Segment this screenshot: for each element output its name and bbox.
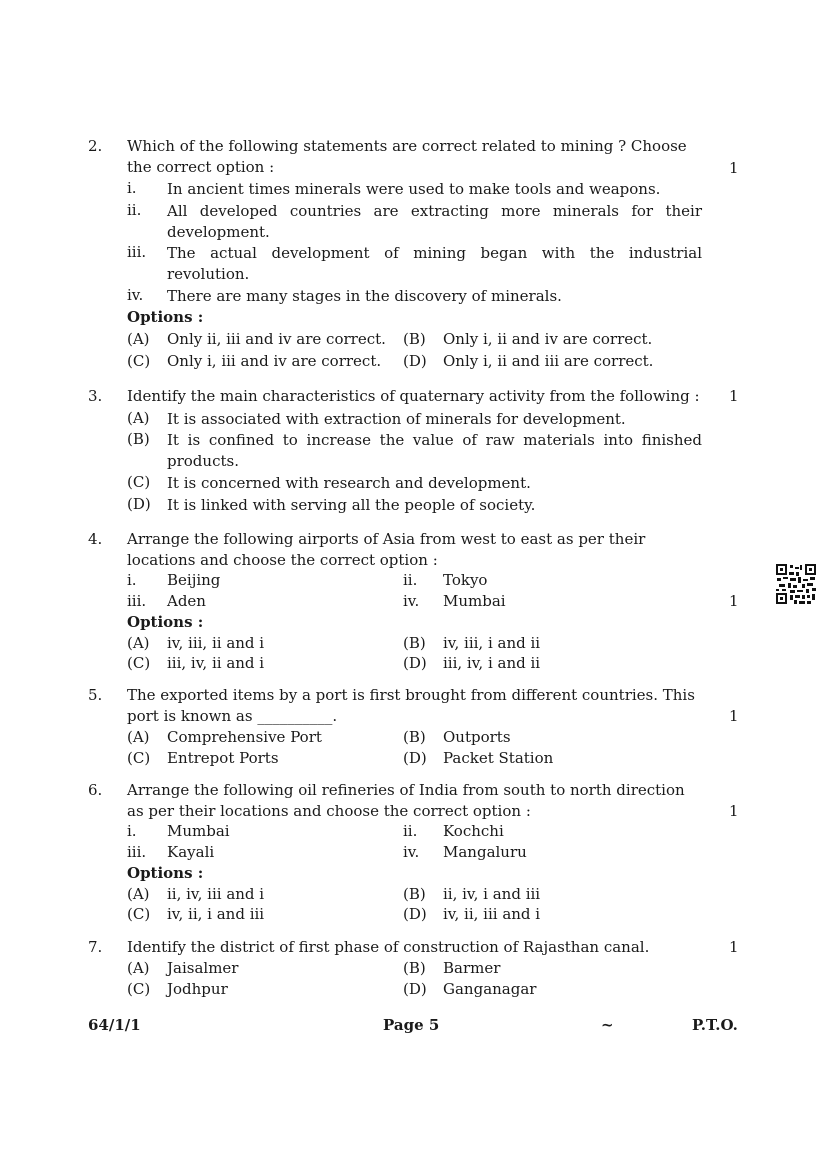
statement-numeral: iv. xyxy=(127,286,144,304)
option-text: Comprehensive Port xyxy=(167,728,322,746)
question-text-line-2: locations and choose the correct option : xyxy=(127,551,438,569)
item-iv xyxy=(403,592,506,610)
question-text-line-2: port is known as __________. xyxy=(127,707,338,725)
option-label: (B) xyxy=(403,728,426,746)
option-text: Ganganagar xyxy=(443,980,537,998)
question-text-line-1: Arrange the following oil refineries of India from south to north direction xyxy=(127,781,685,799)
question-number: 6. xyxy=(88,781,103,799)
option-text: It is associated with extraction of minerals for development. xyxy=(167,410,626,428)
option-text: Outports xyxy=(443,728,511,746)
marks: 1 xyxy=(729,387,739,405)
question-text-line-2: the correct option : xyxy=(127,158,275,176)
item-text: Kochchi xyxy=(443,822,504,840)
option-label: (B) xyxy=(403,634,426,652)
item-ii xyxy=(403,571,487,589)
item-numeral: ii. xyxy=(403,822,418,840)
option-text: iv, ii, i and iii xyxy=(167,905,265,923)
option-text: ii, iv, iii and i xyxy=(167,885,265,903)
item-numeral: iv. xyxy=(403,592,420,610)
option-c[interactable] xyxy=(127,905,264,923)
option-text: Only i, ii and iii are correct. xyxy=(443,352,654,370)
paper-code: 64/1/1 xyxy=(88,1016,141,1034)
option-label: (D) xyxy=(403,654,427,672)
option-a[interactable] xyxy=(127,330,386,348)
option-label: (A) xyxy=(127,634,150,652)
option-a[interactable] xyxy=(127,959,238,977)
option-text: ii, iv, i and iii xyxy=(443,885,541,903)
option-b[interactable] xyxy=(403,885,540,903)
option-d[interactable] xyxy=(403,654,540,672)
option-text: iv, iii, i and ii xyxy=(443,634,541,652)
marks: 1 xyxy=(729,592,739,610)
item-text: Mangaluru xyxy=(443,843,527,861)
statement-text: There are many stages in the discovery of minerals. xyxy=(167,287,562,305)
option-d[interactable] xyxy=(403,980,536,998)
statement-numeral: iii. xyxy=(127,243,147,261)
item-text: Beijing xyxy=(167,571,221,589)
item-iv xyxy=(403,843,527,861)
item-numeral: i. xyxy=(127,571,137,589)
item-numeral: iii. xyxy=(127,592,147,610)
page-number: Page 5 xyxy=(383,1016,440,1034)
option-label: (D) xyxy=(403,352,427,370)
question-number: 2. xyxy=(88,137,103,155)
option-text: Only i, ii and iv are correct. xyxy=(443,330,653,348)
option-c[interactable] xyxy=(127,654,264,672)
question-number: 5. xyxy=(88,686,103,704)
option-label: (B) xyxy=(127,430,150,448)
option-d[interactable] xyxy=(403,905,540,923)
item-numeral: iii. xyxy=(127,843,147,861)
options-label: Options : xyxy=(127,613,204,631)
item-i xyxy=(127,571,220,589)
option-label: (B) xyxy=(403,959,426,977)
option-label: (A) xyxy=(127,885,150,903)
question-text-line-2: as per their locations and choose the correct option : xyxy=(127,802,531,820)
question-number: 3. xyxy=(88,387,103,405)
option-text: Packet Station xyxy=(443,749,554,767)
option-b[interactable] xyxy=(403,330,652,348)
option-text: Only i, iii and iv are correct. xyxy=(167,352,382,370)
option-text: Entrepot Ports xyxy=(167,749,279,767)
question-number: 4. xyxy=(88,530,103,548)
marks: 1 xyxy=(729,802,739,820)
statement-text: The actual development of mining began with the industrial revolution. xyxy=(167,244,702,283)
marks: 1 xyxy=(729,159,739,177)
option-c[interactable] xyxy=(127,749,279,767)
item-text: Kayali xyxy=(167,843,215,861)
question-text-line-1: Which of the following statements are correct related to mining ? Choose xyxy=(127,137,687,155)
question-text-line-1: The exported items by a port is first brought from different countries. This xyxy=(127,686,695,704)
marks: 1 xyxy=(729,938,739,956)
option-label: (A) xyxy=(127,959,150,977)
item-ii xyxy=(403,822,504,840)
option-label: (C) xyxy=(127,749,151,767)
option-a[interactable] xyxy=(127,634,264,652)
question-text-line-1: Identify the main characteristics of quaternary activity from the following : xyxy=(127,387,700,405)
option-label: (C) xyxy=(127,980,151,998)
pto-label: P.T.O. xyxy=(692,1016,738,1034)
options-label: Options : xyxy=(127,308,204,326)
option-b[interactable] xyxy=(403,959,500,977)
option-c[interactable] xyxy=(127,352,381,370)
option-label: (D) xyxy=(403,749,427,767)
option-b[interactable] xyxy=(403,634,540,652)
statement-numeral: i. xyxy=(127,179,137,197)
option-label: (C) xyxy=(127,473,151,491)
option-label: (B) xyxy=(403,885,426,903)
option-label: (C) xyxy=(127,654,151,672)
option-label: (C) xyxy=(127,905,151,923)
options-label: Options : xyxy=(127,864,204,882)
marks: 1 xyxy=(729,707,739,725)
item-text: Tokyo xyxy=(443,571,488,589)
question-number: 7. xyxy=(88,938,103,956)
option-text: iii, iv, i and ii xyxy=(443,654,541,672)
option-label: (D) xyxy=(127,495,151,513)
statement-text: All developed countries are extracting more minerals for their development. xyxy=(167,202,702,241)
option-text: It is confined to increase the value of raw materials into finished products. xyxy=(167,431,702,470)
option-text: Only ii, iii and iv are correct. xyxy=(167,330,386,348)
option-text: It is linked with serving all the people of society. xyxy=(167,496,536,514)
option-a[interactable] xyxy=(127,885,264,903)
option-label: (A) xyxy=(127,330,150,348)
item-iii xyxy=(127,592,206,610)
item-i xyxy=(127,822,230,840)
item-numeral: i. xyxy=(127,822,137,840)
option-text: Barmer xyxy=(443,959,501,977)
question-text-line-1: Identify the district of first phase of construction of Rajasthan canal. xyxy=(127,938,650,956)
item-iii xyxy=(127,843,214,861)
option-text: It is concerned with research and development. xyxy=(167,474,531,492)
option-label: (A) xyxy=(127,409,150,427)
option-d[interactable] xyxy=(403,749,553,767)
option-label: (A) xyxy=(127,728,150,746)
item-numeral: iv. xyxy=(403,843,420,861)
option-text: Jaisalmer xyxy=(167,959,239,977)
statement-numeral: ii. xyxy=(127,201,142,219)
question-text-line-1: Arrange the following airports of Asia from west to east as per their xyxy=(127,530,646,548)
option-d[interactable] xyxy=(403,352,653,370)
option-label: (D) xyxy=(403,905,427,923)
item-text: Mumbai xyxy=(167,822,230,840)
item-text: Aden xyxy=(167,592,206,610)
footer-tilde: ~ xyxy=(601,1016,614,1034)
option-text: iii, iv, ii and i xyxy=(167,654,265,672)
option-label: (C) xyxy=(127,352,151,370)
qr-code-icon xyxy=(776,564,816,604)
option-b[interactable] xyxy=(403,728,511,746)
option-text: iv, ii, iii and i xyxy=(443,905,541,923)
option-label: (D) xyxy=(403,980,427,998)
option-label: (B) xyxy=(403,330,426,348)
option-text: iv, iii, ii and i xyxy=(167,634,265,652)
option-text: Jodhpur xyxy=(167,980,228,998)
item-text: Mumbai xyxy=(443,592,506,610)
statement-text: In ancient times minerals were used to make tools and weapons. xyxy=(167,180,661,198)
option-a[interactable] xyxy=(127,728,322,746)
option-c[interactable] xyxy=(127,980,228,998)
item-numeral: ii. xyxy=(403,571,418,589)
